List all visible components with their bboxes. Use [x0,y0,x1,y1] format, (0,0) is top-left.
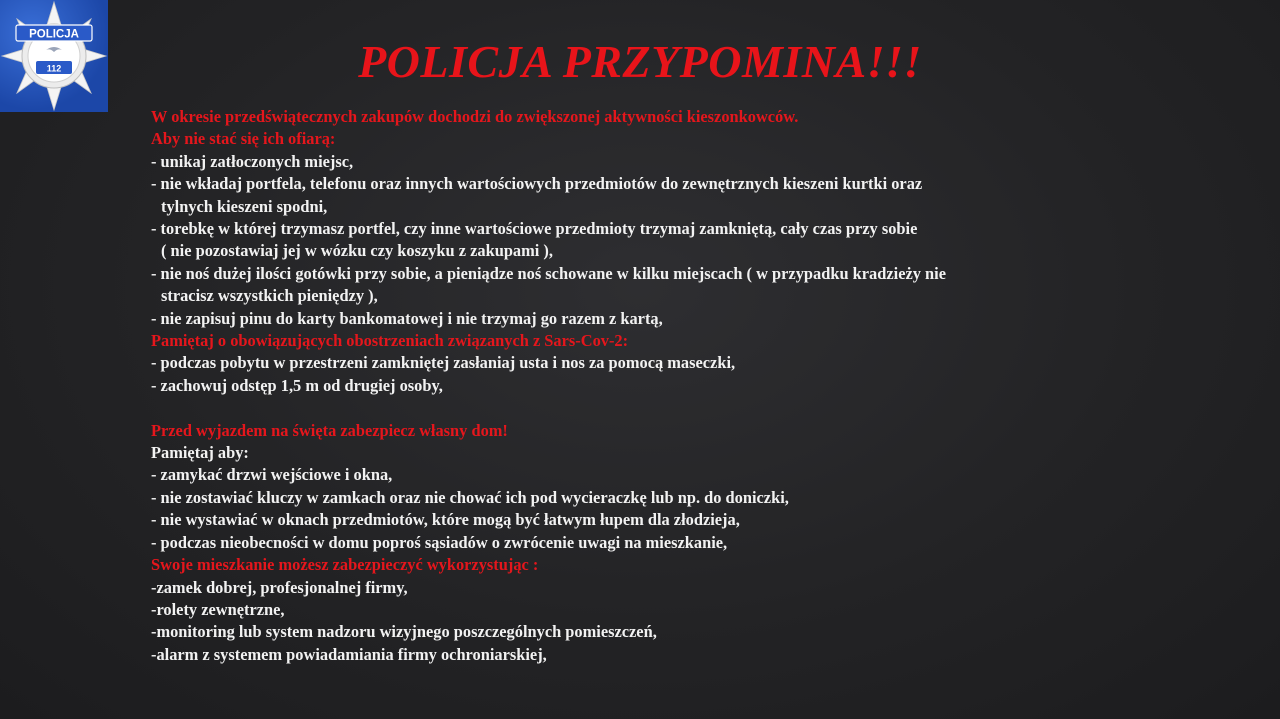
intro-text: W okresie przedświątecznych zakupów dochodzi do zwiększonej aktywności kieszonkowców. [151,107,799,126]
list-item: - zachowuj odstęp 1,5 m od drugiej osoby, [151,375,443,395]
list-item: stracisz wszystkich pieniędzy ), [161,286,378,306]
section-heading: Swoje mieszkanie możesz zabezpieczyć wykorzystując : [151,555,539,575]
list-item: -monitoring lub system nadzoru wizyjnego poszczególnych pomieszczeń, [151,622,657,642]
list-item: - nie zapisuj pinu do karty bankomatowej i nie trzymaj go razem z kartą, [151,308,663,328]
list-item: - podczas nieobecności w domu poproś sąsiadów o zwrócenie uwagi na mieszkanie, [151,532,728,552]
list-item: - nie wystawiać w oknach przedmiotów, które mogą być łatwym łupem dla złodzieja, [151,510,740,530]
page-title: POLICJA PRZYPOMINA!!! [358,36,922,87]
list-item: - unikaj zatłoczonych miejsc, [151,151,354,171]
list-item: -zamek dobrej, profesjonalnej firmy, [151,577,408,597]
section-heading: Pamiętaj o obowiązujących obostrzeniach związanych z Sars-Cov-2: [151,331,629,351]
logo-number: 112 [46,63,62,74]
list-item: - nie wkładaj portfela, telefonu oraz innych wartościowych przedmiotów do zewnętrznych kieszeni kurtki oraz [151,174,923,194]
list-item: -rolety zewnętrzne, [151,599,285,619]
section-heading: Aby nie stać się ich ofiarą: [151,129,336,149]
list-item: -alarm z systemem powiadamiania firmy ochroniarskiej, [151,644,547,664]
logo-text: POLICJA [29,28,79,41]
list-item: tylnych kieszeni spodni, [161,196,328,216]
list-item: - nie zostawiać kluczy w zamkach oraz nie chować ich pod wycieraczkę lub np. do doniczki, [151,487,789,507]
list-item: - podczas pobytu w przestrzeni zamkniętej zasłaniaj usta i nos za pomocą maseczki, [151,353,736,373]
list-item: ( nie pozostawiaj jej w wózku czy koszyku z zakupami ), [161,241,553,261]
section-heading: Przed wyjazdem na święta zabezpiecz własny dom! [151,420,508,440]
list-item: - nie noś dużej ilości gotówki przy sobie, a pieniądze noś schowane w kilku miejscach ( w przypadku kradzieży nie [151,263,946,283]
section-subheading: Pamiętaj aby: [151,443,249,463]
notice-body [151,106,1151,666]
list-item: - torebkę w której trzymasz portfel, czy inne wartościowe przedmioty trzymaj zamkniętą, cały czas przy sobie [151,219,918,239]
list-item: - zamykać drzwi wejściowe i okna, [151,465,393,485]
spacer [151,397,1151,419]
